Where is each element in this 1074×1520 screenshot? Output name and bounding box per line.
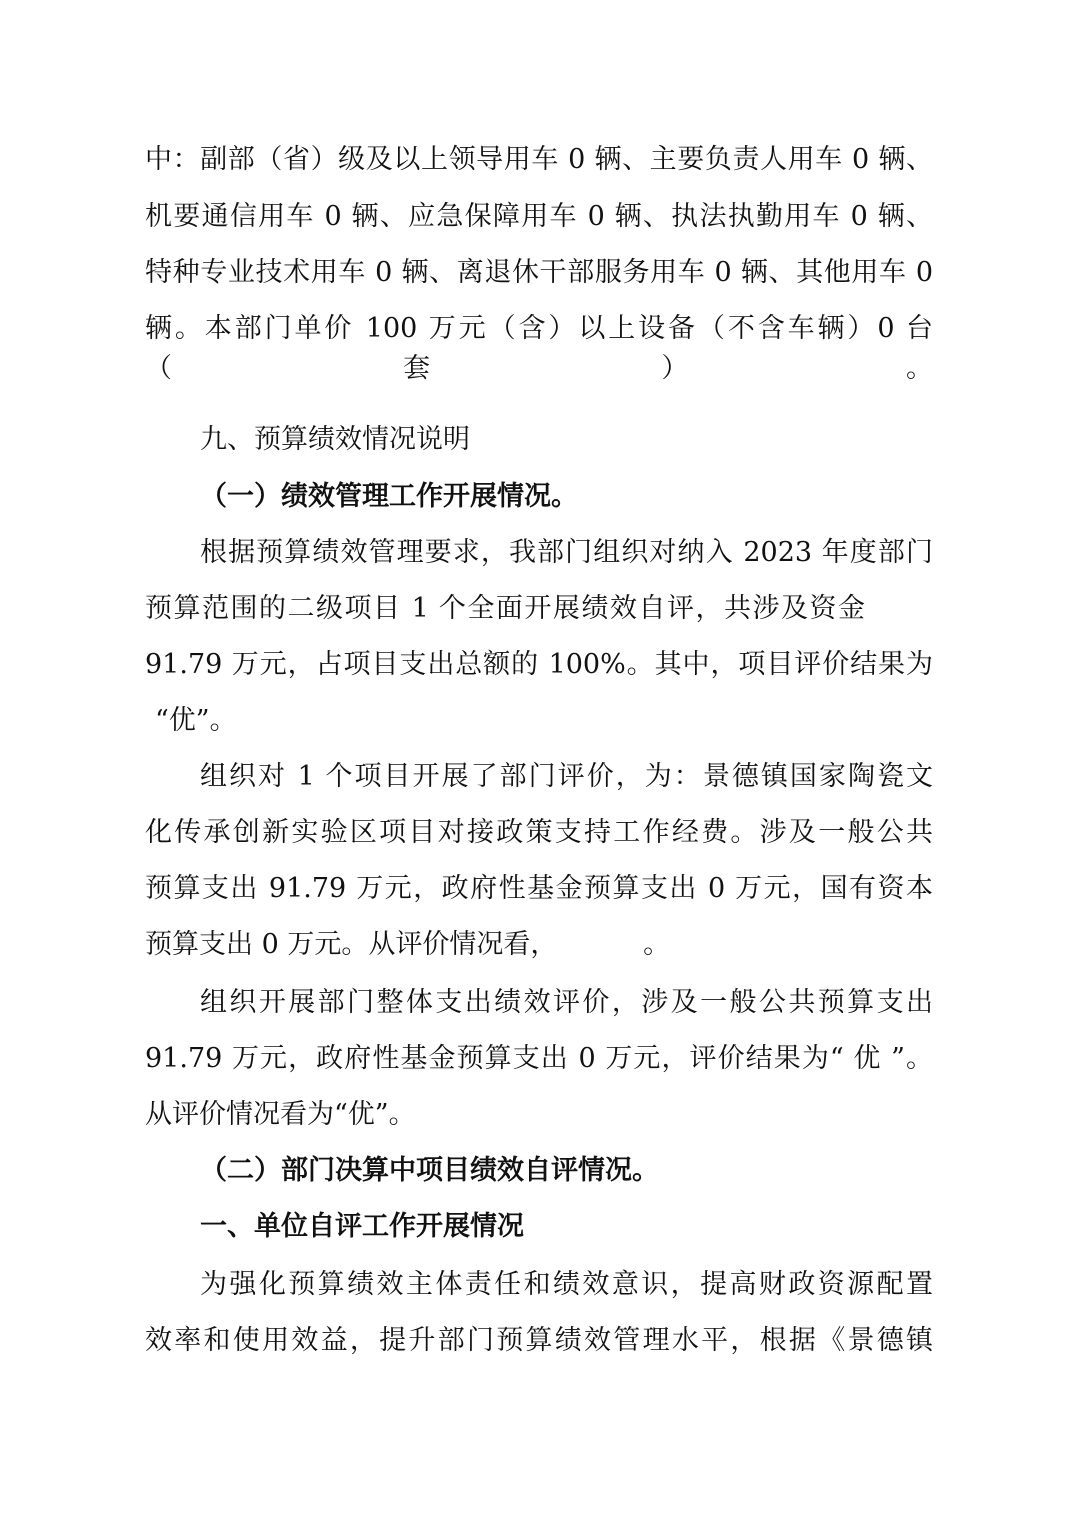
text-line: 为强化预算绩效主体责任和绩效意识，提高财政资源配置: [200, 1269, 933, 1300]
subsection-heading: 一、单位自评工作开展情况: [200, 1211, 524, 1242]
text-line: 根据预算绩效管理要求，我部门组织对纳入 2023 年度部门: [200, 537, 933, 568]
subsection-heading: （一）绩效管理工作开展情况。: [200, 481, 578, 512]
text-line: 特种专业技术用车 0 辆、离退休干部服务用车 0 辆、其他用车 0: [145, 257, 933, 288]
text-line: 从评价情况看为“优”。: [145, 1099, 416, 1130]
text-line: 辆。本部门单价 100 万元（含）以上设备（不含车辆）0 台（套）。: [145, 313, 933, 384]
text-line: 组织对 1 个项目开展了部门评价，为：景德镇国家陶瓷文: [200, 761, 933, 792]
section-heading: 九、预算绩效情况说明: [200, 424, 470, 455]
text-line: 机要通信用车 0 辆、应急保障用车 0 辆、执法执勤用车 0 辆、: [145, 201, 933, 232]
text-line: 91.79 万元，占项目支出总额的 100%。其中，项目评价结果为: [145, 649, 933, 680]
subsection-heading: （二）部门决算中项目绩效自评情况。: [200, 1155, 659, 1186]
text-line: 化传承创新实验区项目对接政策支持工作经费。涉及一般公共: [145, 817, 933, 848]
text-line: “优”。: [155, 705, 237, 736]
text-line: 效率和使用效益，提升部门预算绩效管理水平，根据《景德镇: [145, 1325, 933, 1356]
text-line: 中：副部（省）级及以上领导用车 0 辆、主要负责人用车 0 辆、: [145, 144, 933, 175]
text-line: 预算支出 91.79 万元，政府性基金预算支出 0 万元，国有资本: [145, 873, 933, 904]
text-line: 预算范围的二级项目 1 个全面开展绩效自评，共涉及资金: [145, 593, 865, 624]
text-line: 91.79 万元，政府性基金预算支出 0 万元，评价结果为“ 优 ”。: [145, 1043, 933, 1074]
text-line: 组织开展部门整体支出绩效评价，涉及一般公共预算支出: [200, 987, 933, 1018]
text-line: 预算支出 0 万元。从评价情况看， 。: [145, 929, 671, 960]
